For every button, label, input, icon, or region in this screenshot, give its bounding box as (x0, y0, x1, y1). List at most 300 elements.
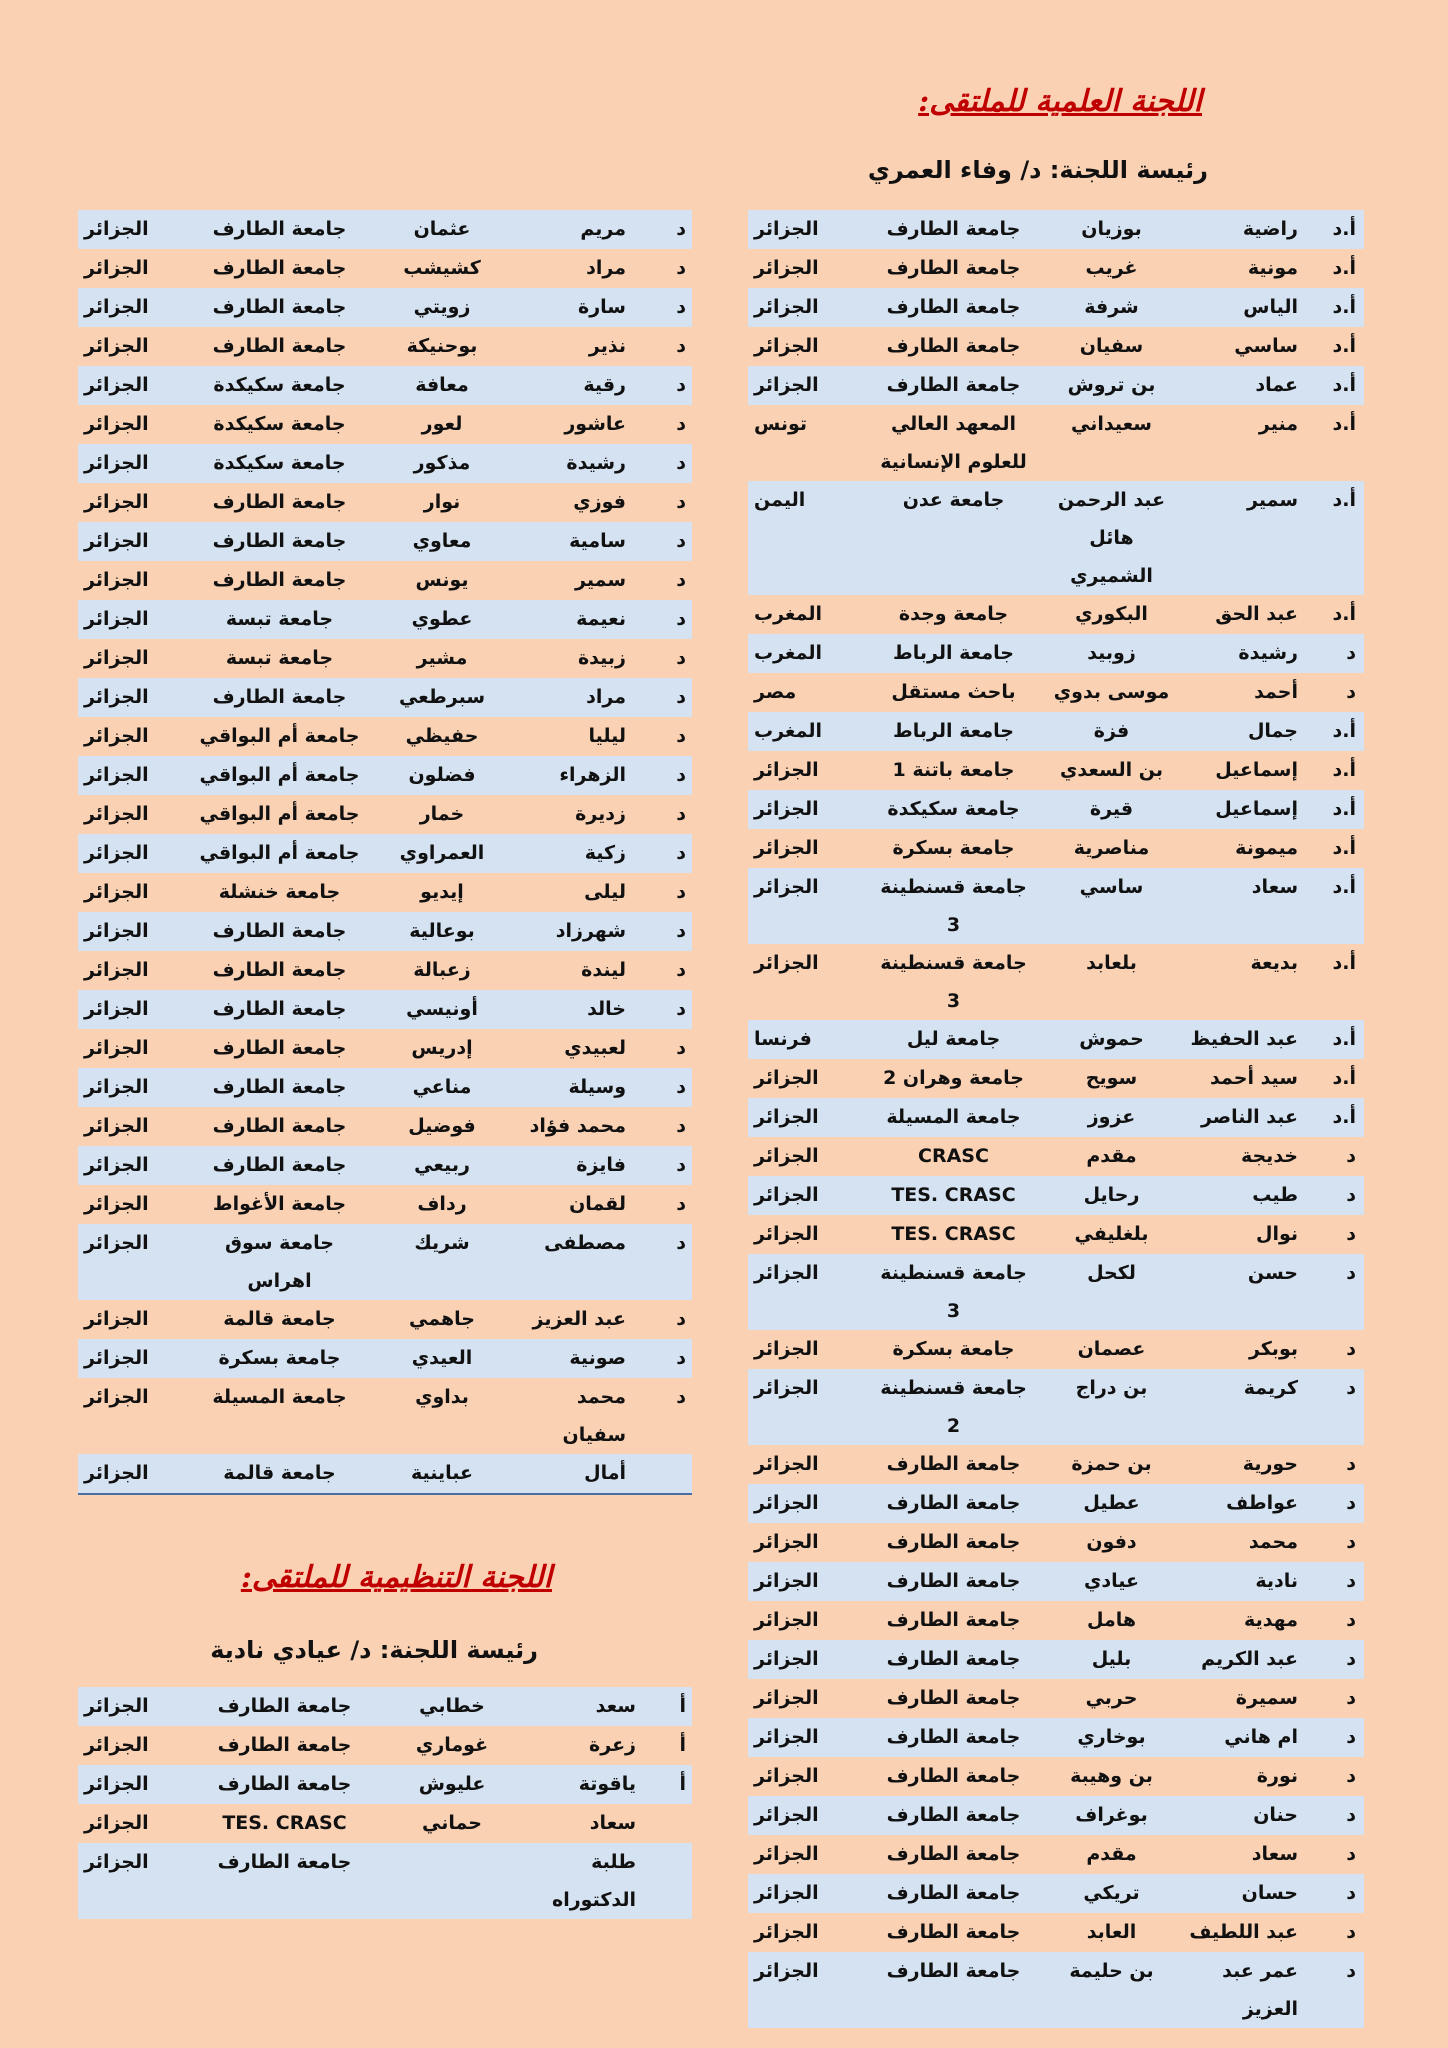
member-title: د (632, 1339, 692, 1378)
member-country: الجزائر (78, 678, 192, 717)
member-institution: TES. CRASC (891, 1223, 1016, 1245)
member-institution: جامعة الطارف (868, 1796, 1039, 1835)
member-title: أ.د (1304, 288, 1364, 327)
member-first-name: عمر عبد العزيز (1184, 1952, 1304, 2028)
member-last-name: أونيسي (367, 990, 517, 1029)
member-row (748, 944, 1364, 1020)
member-country: الجزائر (748, 1254, 868, 1330)
member-first-name: زبيدة (577, 647, 626, 669)
member-institution: TES. CRASC (868, 1176, 1039, 1215)
member-first-name: سيد أحمد (1210, 1067, 1298, 1089)
member-row (748, 249, 1364, 288)
member-first-name: مصطفى (517, 1224, 632, 1300)
member-row (748, 210, 1364, 249)
member-first-name: فوزي (573, 491, 626, 513)
member-first-name: راضية (1184, 210, 1304, 249)
member-last-name: زويتي (367, 288, 517, 327)
member-title: د (1304, 1718, 1364, 1757)
member-title (642, 1804, 692, 1843)
member-institution: جامعة الطارف (212, 491, 347, 513)
member-row (748, 1098, 1364, 1137)
member-first-name: عبد الحفيظ (1184, 1020, 1304, 1059)
member-title: أ (642, 1687, 692, 1726)
member-row (78, 444, 692, 483)
member-row (748, 1369, 1364, 1445)
member-country: الجزائر (754, 1765, 819, 1787)
member-row (748, 868, 1364, 944)
member-country: الجزائر (78, 1068, 192, 1107)
member-institution: جامعة الطارف (212, 1037, 347, 1059)
member-first-name: طيب (1184, 1176, 1304, 1215)
member-first-name: سعد (527, 1687, 642, 1726)
member-title: د (1304, 1484, 1364, 1523)
member-first-name: عاشور (564, 413, 626, 435)
member-institution: جامعة سكيكدة (868, 790, 1039, 829)
member-title: د (676, 803, 686, 825)
member-country: الجزائر (748, 1369, 868, 1445)
member-first-name: فايزة (517, 1146, 632, 1185)
member-country: الجزائر (754, 1531, 819, 1553)
member-last-name: ساسي (1039, 868, 1184, 944)
member-title: د (676, 1037, 686, 1059)
member-institution: جامعة أم البواقي (199, 803, 360, 825)
member-title: د (1304, 1640, 1364, 1679)
member-first-name: جمال (1184, 712, 1304, 751)
member-title: د (1346, 1145, 1356, 1167)
member-row (78, 1339, 692, 1378)
member-title: د (676, 725, 686, 747)
member-first-name: رقية (517, 366, 632, 405)
member-title: د (676, 257, 686, 279)
member-last-name: حموش (1039, 1020, 1184, 1059)
member-row (748, 1874, 1364, 1913)
member-title: د (1304, 634, 1364, 673)
member-title: د (676, 881, 686, 903)
member-last-name: مذكور (367, 444, 517, 483)
member-country: الجزائر (84, 647, 149, 669)
member-country: الجزائر (84, 1308, 149, 1330)
member-first-name: نوال (1255, 1223, 1298, 1245)
member-first-name: سامية (517, 522, 632, 561)
member-first-name: أمال (517, 1454, 632, 1494)
member-first-name: كريمة (1184, 1369, 1304, 1445)
member-row (748, 790, 1364, 829)
member-row (748, 1640, 1364, 1679)
member-country: الجزائر (754, 759, 819, 781)
member-last-name: ربيعي (367, 1146, 517, 1185)
member-first-name: ساسي (1234, 335, 1298, 357)
member-title: د (1346, 1531, 1356, 1553)
member-row (748, 1913, 1364, 1952)
member-country: الجزائر (754, 1453, 819, 1475)
member-institution: جامعة الطارف (192, 678, 367, 717)
member-first-name: بديعة (1250, 952, 1298, 974)
member-last-name: عطيل (1039, 1484, 1184, 1523)
member-row (748, 1330, 1364, 1369)
member-institution: جامعة الطارف (886, 1531, 1021, 1553)
member-title: أ.د (1332, 603, 1356, 625)
member-country: الجزائر (78, 1765, 192, 1804)
member-title: د (1346, 1843, 1356, 1865)
member-row (748, 1137, 1364, 1176)
member-last-name: بلغليفي (1074, 1223, 1149, 1245)
member-institution: جامعة الطارف (868, 366, 1039, 405)
member-institution: جامعة الطارف (192, 288, 367, 327)
member-row (78, 1029, 692, 1068)
member-country: الجزائر (78, 1843, 192, 1919)
member-last-name: نوار (423, 491, 461, 513)
member-institution: جامعة الطارف (886, 1921, 1021, 1943)
member-first-name: عبد العزيز (532, 1308, 626, 1330)
member-row (78, 1224, 692, 1300)
member-first-name: زكية (517, 834, 632, 873)
member-country: الجزائر (78, 444, 192, 483)
member-title: أ.د (1304, 1020, 1364, 1059)
member-institution: جامعة الطارف (868, 1484, 1039, 1523)
member-row (78, 1765, 692, 1804)
member-first-name: عواطف (1184, 1484, 1304, 1523)
member-country: الجزائر (748, 1098, 868, 1137)
member-last-name: بن السعدي (1060, 759, 1163, 781)
member-first-name: نعيمة (517, 600, 632, 639)
member-institution: جامعة الطارف (217, 1734, 352, 1756)
member-row (748, 1601, 1364, 1640)
member-row (78, 1146, 692, 1185)
member-row (748, 1445, 1364, 1484)
member-institution: جامعة بسكرة (192, 1339, 367, 1378)
member-last-name: مناصرية (1073, 837, 1150, 859)
member-first-name: سمير (1184, 481, 1304, 595)
member-title: د (676, 959, 686, 981)
member-row (748, 1523, 1364, 1562)
member-first-name: منير (1258, 413, 1298, 435)
member-title: د (1346, 1338, 1356, 1360)
member-institution: جامعة قالمة (192, 1454, 367, 1494)
member-title: أ (679, 1734, 686, 1756)
member-title: د (632, 1146, 692, 1185)
member-title: د (676, 569, 686, 591)
member-institution: جامعة الطارف (886, 1687, 1021, 1709)
member-first-name: ليندة (581, 959, 626, 981)
member-country: الجزائر (84, 1193, 149, 1215)
member-first-name: طلبة الدكتوراه (527, 1843, 642, 1919)
member-title: د (676, 647, 686, 669)
member-title: د (676, 1193, 686, 1215)
member-row (748, 1176, 1364, 1215)
member-country: الجزائر (78, 1687, 192, 1726)
member-last-name: بن حمزة (1071, 1453, 1152, 1475)
member-first-name: سميرة (1235, 1687, 1298, 1709)
member-row (78, 756, 692, 795)
member-title (642, 1843, 692, 1919)
member-last-name (377, 1843, 527, 1919)
member-title: أ.د (1304, 1098, 1364, 1137)
member-row (748, 1562, 1364, 1601)
member-country: الجزائر (748, 366, 868, 405)
organizing-committee-chair: رئيسة اللجنة: د/ عيادي نادية (210, 1636, 538, 1664)
member-row (78, 288, 692, 327)
member-first-name: سعاد (1184, 868, 1304, 944)
member-title: د (1304, 1796, 1364, 1835)
member-first-name: ام هاني (1184, 1718, 1304, 1757)
member-last-name: زوبيد (1039, 634, 1184, 673)
member-first-name: محمد (1248, 1531, 1298, 1553)
member-first-name: ليلى (584, 881, 626, 903)
member-title: د (1346, 1453, 1356, 1475)
member-country: الجزائر (754, 335, 819, 357)
member-row (78, 990, 692, 1029)
member-country: الجزائر (78, 1146, 192, 1185)
member-institution: جامعة ليل (868, 1020, 1039, 1059)
member-country: الجزائر (748, 1796, 868, 1835)
member-title: د (632, 366, 692, 405)
member-title: أ.د (1332, 257, 1356, 279)
member-row (748, 1952, 1364, 2028)
member-last-name: مقدم (1086, 1145, 1137, 1167)
member-institution: جامعة قسنطينة 3 (868, 868, 1039, 944)
member-last-name: حربي (1085, 1687, 1138, 1709)
member-row (78, 1804, 692, 1843)
member-row (78, 405, 692, 444)
member-institution: جامعة الطارف (192, 912, 367, 951)
member-title: د (632, 1068, 692, 1107)
scientific-committee-table-left (78, 210, 692, 1495)
member-first-name: سارة (517, 288, 632, 327)
member-row (748, 1757, 1364, 1796)
member-last-name: تريكي (1039, 1874, 1184, 1913)
member-first-name: نورة (1256, 1765, 1298, 1787)
member-last-name: خمار (419, 803, 465, 825)
member-title (632, 1454, 692, 1494)
member-country: تونس (754, 413, 808, 435)
member-country: الجزائر (78, 1454, 192, 1494)
member-institution: جامعة قالمة (223, 1308, 336, 1330)
member-title: أ (642, 1765, 692, 1804)
member-institution: المعهد العالي للعلوم الإنسانية (880, 413, 1027, 473)
member-last-name: سبرطعي (367, 678, 517, 717)
member-last-name: حفيظي (405, 725, 479, 747)
member-first-name: إسماعيل (1184, 790, 1304, 829)
member-last-name: إيديو (420, 881, 464, 903)
member-row (748, 1679, 1364, 1718)
member-first-name: حورية (1242, 1453, 1298, 1475)
member-country: الجزائر (748, 1718, 868, 1757)
member-row (748, 751, 1364, 790)
member-row (78, 1454, 692, 1494)
member-last-name: سعيداني (1070, 413, 1152, 435)
member-institution: جامعة الطارف (868, 1952, 1039, 2028)
member-institution: جامعة عدن (868, 481, 1039, 595)
member-last-name: عليوش (377, 1765, 527, 1804)
member-institution: جامعة المسيلة (212, 1386, 347, 1408)
member-last-name: عثمان (367, 210, 517, 249)
member-first-name: مريم (517, 210, 632, 249)
member-institution: جامعة الطارف (192, 1687, 377, 1726)
member-country: الجزائر (78, 522, 192, 561)
member-first-name: مراد (517, 678, 632, 717)
scientific-committee-title: اللجنة العلمية للملتقى: (918, 84, 1202, 119)
member-institution: جامعة سوق اهراس (192, 1224, 367, 1300)
member-country: الجزائر (78, 756, 192, 795)
member-title: د (632, 678, 692, 717)
member-institution: جامعة الطارف (886, 1765, 1021, 1787)
member-country: الجزائر (754, 952, 819, 974)
member-last-name: موسى بدوي (1053, 681, 1170, 703)
member-row (748, 1254, 1364, 1330)
member-first-name: وسيلة (517, 1068, 632, 1107)
member-last-name: فزة (1039, 712, 1184, 751)
member-institution: جامعة أم البواقي (199, 725, 360, 747)
member-title: أ.د (1332, 413, 1356, 435)
member-last-name: سفيان (1079, 335, 1144, 357)
member-first-name: لقمان (569, 1193, 626, 1215)
member-last-name: بوغراف (1039, 1796, 1184, 1835)
member-institution: TES. CRASC (222, 1812, 347, 1834)
member-last-name: عطوي (367, 600, 517, 639)
member-country: الجزائر (84, 803, 149, 825)
member-row (78, 912, 692, 951)
member-last-name: كشيشب (403, 257, 481, 279)
member-row (78, 1300, 692, 1339)
scientific-committee-table-right (748, 210, 1364, 2028)
member-row (748, 634, 1364, 673)
member-last-name: دفون (1086, 1531, 1137, 1553)
member-title: د (1304, 1562, 1364, 1601)
member-row (78, 717, 692, 756)
member-country: الجزائر (754, 1843, 819, 1865)
member-last-name: العمراوي (367, 834, 517, 873)
member-row (748, 1059, 1364, 1098)
member-country: الجزائر (84, 1386, 149, 1408)
member-last-name: بوحنيكة (406, 335, 478, 357)
member-institution: جامعة الطارف (886, 335, 1021, 357)
member-first-name: خالد (517, 990, 632, 1029)
member-last-name: مناعي (367, 1068, 517, 1107)
member-row (78, 1107, 692, 1146)
member-first-name: عماد (1184, 366, 1304, 405)
member-last-name: بوعالية (367, 912, 517, 951)
member-row (78, 678, 692, 717)
member-first-name: عبد اللطيف (1189, 1921, 1298, 1943)
member-row (78, 1726, 692, 1765)
member-row (78, 522, 692, 561)
member-institution: جامعة تبسة (192, 600, 367, 639)
member-last-name: العابد (1086, 1921, 1137, 1943)
member-first-name: ليليا (588, 725, 626, 747)
member-country: الجزائر (748, 1176, 868, 1215)
member-institution: CRASC (918, 1145, 989, 1167)
member-row (78, 249, 692, 288)
member-last-name: بداوي (415, 1386, 469, 1408)
member-row (78, 1185, 692, 1224)
member-last-name: شرفة (1039, 288, 1184, 327)
member-institution: جامعة الطارف (192, 990, 367, 1029)
member-first-name: الزهراء (517, 756, 632, 795)
member-title: د (676, 1308, 686, 1330)
member-institution: جامعة سكيكدة (192, 444, 367, 483)
member-row (78, 210, 692, 249)
member-country: الجزائر (748, 1874, 868, 1913)
member-first-name: عبد الحق (1215, 603, 1298, 625)
member-country: الجزائر (84, 257, 149, 279)
member-country: الجزائر (78, 210, 192, 249)
member-institution: جامعة الطارف (212, 569, 347, 591)
member-country: الجزائر (754, 1338, 819, 1360)
member-institution: جامعة الطارف (192, 1843, 377, 1919)
member-institution: جامعة أم البواقي (192, 834, 367, 873)
member-title: د (1304, 1176, 1364, 1215)
member-title: د (632, 288, 692, 327)
member-first-name: حسان (1184, 1874, 1304, 1913)
member-institution: جامعة الطارف (886, 1453, 1021, 1475)
member-title: د (1346, 1609, 1356, 1631)
member-country: الجزائر (78, 366, 192, 405)
member-title: أ.د (1332, 1067, 1356, 1089)
member-last-name: مقدم (1086, 1843, 1137, 1865)
member-row (748, 673, 1364, 712)
member-first-name: سعاد (589, 1812, 636, 1834)
member-row (748, 1835, 1364, 1874)
organizing-committee-table (78, 1687, 692, 1919)
member-title: د (632, 990, 692, 1029)
member-last-name: معافة (367, 366, 517, 405)
member-first-name: شهرزاد (517, 912, 632, 951)
member-title: أ.د (1332, 952, 1356, 974)
member-institution: جامعة بسكرة (892, 1338, 1015, 1360)
member-country: الجزائر (78, 288, 192, 327)
member-row (78, 795, 692, 834)
member-institution: جامعة الطارف (192, 1146, 367, 1185)
member-last-name: عباينية (367, 1454, 517, 1494)
member-row (748, 595, 1364, 634)
member-row (748, 829, 1364, 868)
member-first-name: خديجة (1240, 1145, 1298, 1167)
member-row (78, 600, 692, 639)
member-institution: جامعة الطارف (868, 1562, 1039, 1601)
member-institution: جامعة خنشلة (218, 881, 341, 903)
member-title: د (632, 756, 692, 795)
member-row (78, 873, 692, 912)
member-last-name: بن تروش (1039, 366, 1184, 405)
member-last-name: فضلون (367, 756, 517, 795)
member-country: الجزائر (748, 868, 868, 944)
member-country: الجزائر (754, 837, 819, 859)
member-institution: جامعة تبسة (225, 647, 334, 669)
member-first-name: عبد الكريم (1184, 1640, 1304, 1679)
member-country: المغرب (748, 712, 868, 751)
member-country: الجزائر (754, 1223, 819, 1245)
member-country: الجزائر (78, 600, 192, 639)
member-country: الجزائر (84, 1037, 149, 1059)
member-row (78, 561, 692, 600)
member-country: الجزائر (84, 881, 149, 903)
member-title: د (676, 491, 686, 513)
member-institution: جامعة الطارف (886, 1609, 1021, 1631)
member-row (748, 366, 1364, 405)
member-country: الجزائر (748, 288, 868, 327)
member-last-name: معاوي (367, 522, 517, 561)
member-country: الجزائر (84, 725, 149, 747)
member-country: الجزائر (78, 912, 192, 951)
member-country: الجزائر (748, 210, 868, 249)
member-country: الجزائر (748, 790, 868, 829)
member-country: الجزائر (754, 1687, 819, 1709)
member-institution: جامعة الطارف (192, 1765, 377, 1804)
member-row (748, 712, 1364, 751)
member-title: د (676, 1115, 686, 1137)
member-last-name: بن وهيبة (1070, 1765, 1153, 1787)
member-row (748, 481, 1364, 595)
